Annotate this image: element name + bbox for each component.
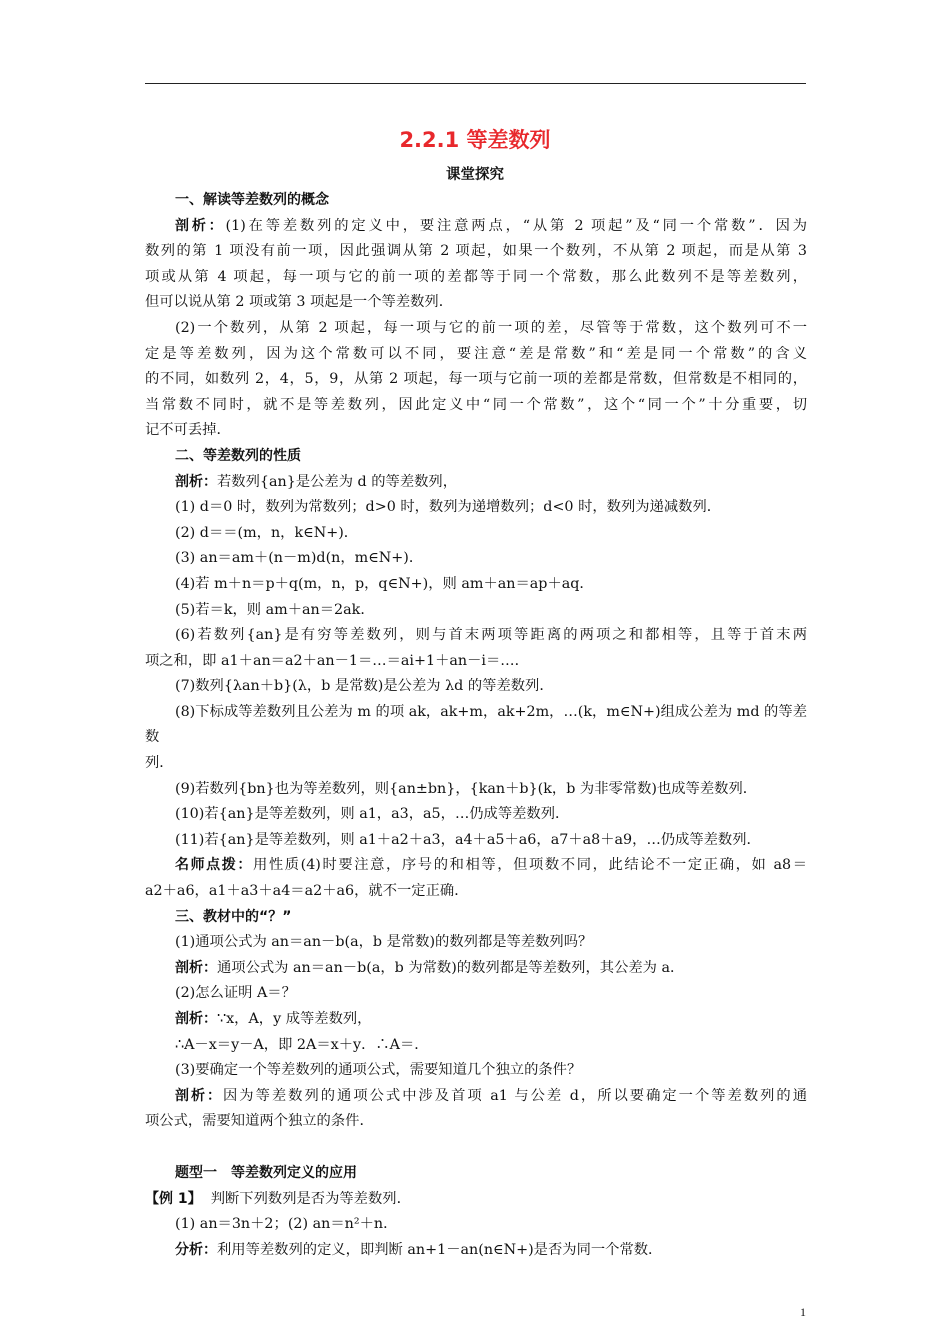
answer-2 bbox=[145, 1007, 807, 1033]
property-6: (6)若数列{an}是有穷等差数列，则与首末两项等距离的两项之和都相等，且等于首末两 bbox=[175, 627, 807, 644]
label-analysis: 分析： bbox=[175, 1241, 217, 1258]
heading-type-one: 题型一 等差数列定义的应用 bbox=[175, 1164, 357, 1181]
text-line: 定是等差数列，因为这个常数可以不同，要注意“差是常数”和“差是同一个常数”的含义 bbox=[145, 345, 807, 362]
label-example: 【例 1】 bbox=[145, 1190, 202, 1207]
paragraph bbox=[145, 214, 807, 240]
text-line: 判断下列数列是否为等差数列． bbox=[210, 1190, 411, 1207]
text-line: 的不同，如数列 2，4，5，9，从第 2 项起，每一项与它前一项的差都是常数，但常数是不相同的， bbox=[145, 371, 807, 388]
text-line: 数列的第 1 项没有前一项，因此强调从第 2 项起，如果一个数列，不从第 2 项起，而是从第 3 bbox=[145, 243, 807, 260]
property-5: (5)若＝k，则 am＋an＝2ak． bbox=[175, 601, 375, 618]
text-line: (1)在等差数列的定义中，要注意两点，“从第 2 项起”及“同一个常数”．因为 bbox=[225, 217, 808, 234]
header-rule bbox=[145, 83, 806, 84]
paragraph bbox=[145, 470, 807, 496]
text-line: 项公式，需要知道两个独立的条件． bbox=[145, 1113, 374, 1130]
text-line: 利用等差数列的定义，即判断 an+1－an(n∈N+)是否为同一个常数． bbox=[217, 1241, 663, 1258]
property-8: (8)下标成等差数列且公差为 m 的项 ak，ak+m，ak+2m，…(k，m∈N+)组成公差为 md 的等差数 bbox=[145, 703, 807, 746]
property-9: (9)若数列{bn}也为等差数列，则{an±bn}，{kan＋b}(k，b 为非零常数)也成等差数列． bbox=[175, 780, 758, 797]
label-analysis: 剖析： bbox=[175, 959, 217, 976]
label-tip: 名师点拨： bbox=[175, 857, 253, 874]
example-items: (1) an＝3n＋2；(2) an＝n²＋n． bbox=[175, 1216, 398, 1233]
answer-1 bbox=[145, 956, 807, 982]
property-7: (7)数列{λan＋b}(λ，b 是常数)是公差为 λd 的等差数列． bbox=[175, 678, 554, 695]
label-analysis: 剖析： bbox=[175, 1011, 217, 1027]
text-line: (2)一个数列，从第 2 项起，每一项与它的前一项的差，尽管等于常数，这个数列可不一 bbox=[175, 319, 807, 336]
text-line: a2＋a6，a1＋a3＋a4＝a2＋a6，就不一定正确． bbox=[145, 883, 469, 900]
property-3: (3) an＝am＋(n－m)d(n，m∈N+)． bbox=[175, 550, 424, 567]
property-1: (1) d＝0 时，数列为常数列；d>0 时，数列为递增数列；d<0 时，数列为递减数列． bbox=[175, 499, 722, 516]
text-line: 若数列{an}是公差为 d 的等差数列， bbox=[217, 473, 458, 490]
text-line: ∵x，A，y 成等差数列， bbox=[217, 1011, 372, 1027]
text-line: 记不可丢掉． bbox=[145, 422, 231, 439]
property-2: (2) d＝＝(m，n，k∈N+)． bbox=[175, 524, 359, 541]
answer-3 bbox=[145, 1084, 807, 1110]
section-subtitle: 课堂探究 bbox=[446, 167, 504, 183]
label-analysis: 剖析： bbox=[175, 1087, 223, 1104]
property-4: (4)若 m＋n＝p＋q(m，n，p，q∈N+)，则 am＋an＝ap＋aq． bbox=[175, 575, 594, 592]
example-1 bbox=[145, 1187, 807, 1213]
text-line: 项之和，即 a1＋an＝a2＋an－1＝…＝ai+1＋an－i＝…． bbox=[145, 652, 529, 669]
text-line: 列． bbox=[145, 755, 174, 772]
property-11: (11)若{an}是等差数列，则 a1＋a2＋a3，a4＋a5＋a6，a7＋a8＋a9，…仍成等差数列． bbox=[175, 831, 761, 848]
page-title: 2.2.1 等差数列 bbox=[399, 128, 551, 152]
question-2: (2)怎么证明 A＝？ bbox=[175, 985, 296, 1002]
text-line: 用性质(4)时要注意，序号的和相等，但项数不同，此结论不一定正确，如 a8＝ bbox=[252, 857, 808, 874]
teacher-tip bbox=[145, 853, 807, 879]
page-number: 1 bbox=[800, 1305, 806, 1319]
text-line: 项或从第 4 项起，每一项与它的前一项的差都等于同一个常数，那么此数列不是等差数列， bbox=[145, 268, 807, 285]
property-10: (10)若{an}是等差数列，则 a1，a3，a5，…仍成等差数列． bbox=[175, 806, 570, 823]
example-analysis bbox=[145, 1238, 807, 1264]
heading-properties: 二、等差数列的性质 bbox=[175, 447, 301, 464]
question-1: (1)通项公式为 an＝an－b(a，b 是常数)的数列都是等差数列吗？ bbox=[175, 934, 593, 951]
text-line: ∴A－x＝y－A，即 2A＝x＋y．∴A＝． bbox=[175, 1036, 429, 1053]
question-3: (3)要确定一个等差数列的通项公式，需要知道几个独立的条件？ bbox=[175, 1062, 582, 1079]
text-line: 但可以说从第 2 项或第 3 项起是一个等差数列． bbox=[145, 294, 454, 311]
text-line: 通项公式为 an＝an－b(a，b 为常数)的数列都是等差数列，其公差为 a． bbox=[217, 959, 685, 976]
heading-concept: 一、解读等差数列的概念 bbox=[175, 192, 329, 208]
document-body bbox=[145, 188, 807, 1263]
label-analysis: 剖析： bbox=[175, 217, 226, 234]
text-line: 当常数不同时，就不是等差数列，因此定义中“同一个常数”，这个“同一个”十分重要，切 bbox=[145, 396, 807, 413]
label-analysis: 剖析： bbox=[175, 473, 217, 490]
spacer bbox=[145, 1135, 807, 1161]
text-line: 因为等差数列的通项公式中涉及首项 a1 与公差 d，所以要确定一个等差数列的通 bbox=[222, 1087, 807, 1104]
heading-textbook: 三、教材中的“？” bbox=[175, 908, 292, 925]
